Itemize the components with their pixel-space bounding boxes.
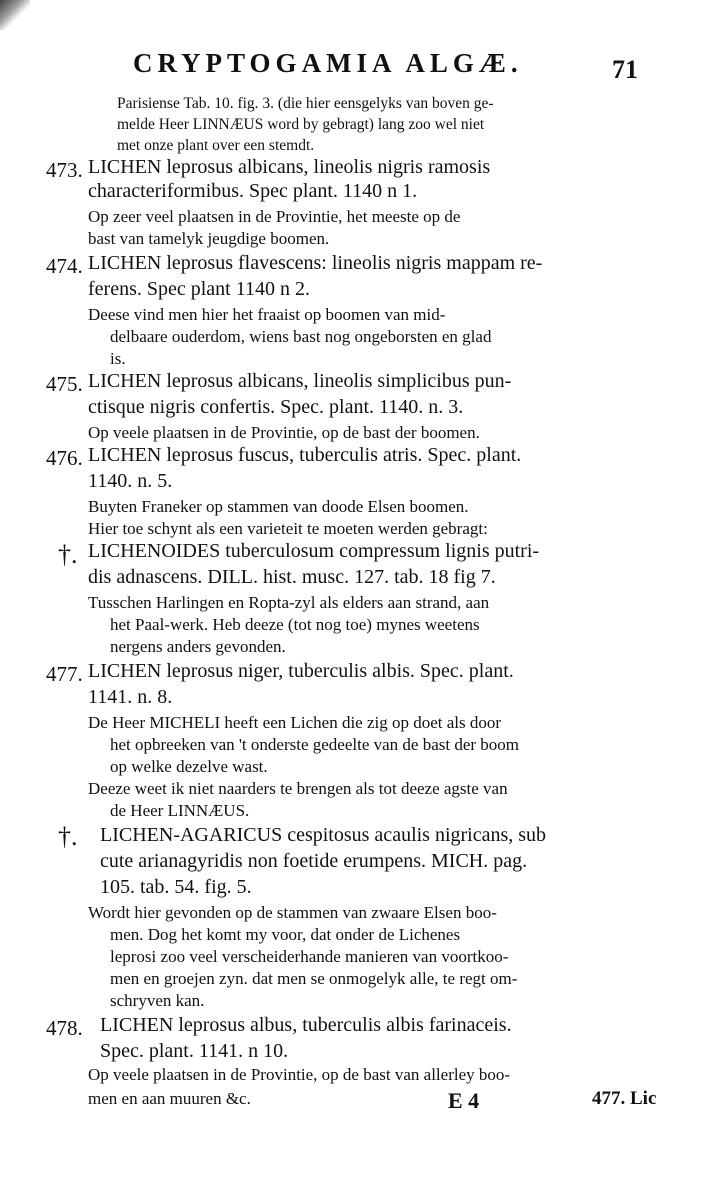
text-line: melde Heer LINNÆUS word by gebragt) lang zoo wel niet: [117, 116, 485, 133]
dagger-mark: †.: [58, 822, 78, 851]
entry-number: 477.: [46, 662, 83, 686]
text-line: leprosi zoo veel verscheiderhande manieren van voortkoo-: [110, 947, 509, 966]
entry-number: 478.: [46, 1016, 83, 1040]
text-line: de Heer LINNÆUS.: [110, 801, 250, 820]
text-line: Hier toe schynt als een varieteit te moeten werden gebragt:: [88, 519, 488, 538]
text-line: Deese vind men hier het fraaist op boomen van mid-: [88, 305, 446, 324]
text-line: LICHEN leprosus flavescens: lineolis nigris mappam re-: [88, 252, 543, 274]
text-line: met onze plant over een stemdt.: [117, 137, 315, 154]
text-line: Op zeer veel plaatsen in de Provintie, het meeste op de: [88, 207, 461, 226]
text-line: men. Dog het komt my voor, dat onder de Lichenes: [110, 925, 461, 944]
text-line: cute arianagyridis non foetide erumpens. MICH. pag.: [100, 850, 528, 872]
text-line: Tusschen Harlingen en Ropta-zyl als elders aan strand, aan: [88, 593, 490, 612]
text-line: De Heer MICHELI heeft een Lichen die zig op doet als door: [88, 713, 502, 732]
entry-number: 475.: [46, 372, 83, 396]
text-line: Parisiense Tab. 10. fig. 3. (die hier eensgelyks van boven ge-: [117, 95, 494, 112]
text-line: Buyten Franeker op stammen van doode Elsen boomen.: [88, 497, 469, 516]
text-line: LICHEN leprosus albus, tuberculis albis farinaceis.: [100, 1014, 512, 1036]
entry-number: 473.: [46, 158, 83, 182]
text-line: het opbreeken van 't onderste gedeelte van de bast der boom: [110, 735, 520, 754]
running-header: CRYPTOGAMIA ALGÆ.: [133, 48, 523, 78]
text-line: Deeze weet ik niet naarders te brengen als tot deeze agste van: [88, 779, 508, 798]
page-number: 71: [612, 55, 638, 84]
text-line: 105. tab. 54. fig. 5.: [100, 876, 252, 898]
text-line: LICHEN leprosus fuscus, tuberculis atris. Spec. plant.: [88, 444, 522, 466]
text-line: men en aan muuren &c.: [88, 1089, 251, 1108]
text-line: ctisque nigris confertis. Spec. plant. 1140. n. 3.: [88, 396, 464, 418]
entry-number: 474.: [46, 254, 83, 278]
signature-mark: E 4: [448, 1088, 480, 1113]
text-line: Op veele plaatsen in de Provintie, op de bast van allerley boo-: [88, 1065, 511, 1084]
text-line: Wordt hier gevonden op de stammen van zwaare Elsen boo-: [88, 903, 497, 922]
text-line: het Paal-werk. Heb deeze (tot nog toe) mynes weetens: [110, 615, 480, 634]
text-line: LICHEN-AGARICUS cespitosus acaulis nigricans, sub: [100, 824, 547, 846]
text-line: dis adnascens. DILL. hist. musc. 127. tab. 18 fig 7.: [88, 566, 496, 588]
text-line: LICHENOIDES tuberculosum compressum lignis putri-: [88, 540, 540, 562]
dagger-mark: †.: [58, 540, 78, 569]
text-line: LICHEN leprosus niger, tuberculis albis. Spec. plant.: [88, 660, 514, 682]
text-line: 1140. n. 5.: [88, 470, 173, 492]
text-line: bast van tamelyk jeugdige boomen.: [88, 229, 330, 248]
text-line: ferens. Spec plant 1140 n 2.: [88, 278, 310, 300]
text-line: LICHEN leprosus albicans, lineolis simplicibus pun-: [88, 370, 512, 392]
text-line: Op veele plaatsen in de Provintie, op de bast der boomen.: [88, 423, 480, 442]
text-line: op welke dezelve wast.: [110, 757, 268, 776]
text-line: LICHEN leprosus albicans, lineolis nigris ramosis: [88, 156, 491, 178]
text-line: is.: [110, 349, 126, 368]
entry-number: 476.: [46, 446, 83, 470]
text-line: nergens anders gevonden.: [110, 637, 286, 656]
text-line: delbaare ouderdom, wiens bast nog ongeborsten en glad: [110, 327, 492, 346]
text-line: Spec. plant. 1141. n 10.: [100, 1040, 289, 1062]
text-line: men en groejen zyn. dat men se onmogelyk alle, te regt om-: [110, 969, 518, 988]
catchword: 477. Lic: [592, 1088, 657, 1109]
text-line: 1141. n. 8.: [88, 686, 173, 708]
text-line: schryven kan.: [110, 991, 205, 1010]
text-line: characteriformibus. Spec plant. 1140 n 1.: [88, 180, 418, 202]
page-corner-shadow: [0, 0, 30, 30]
